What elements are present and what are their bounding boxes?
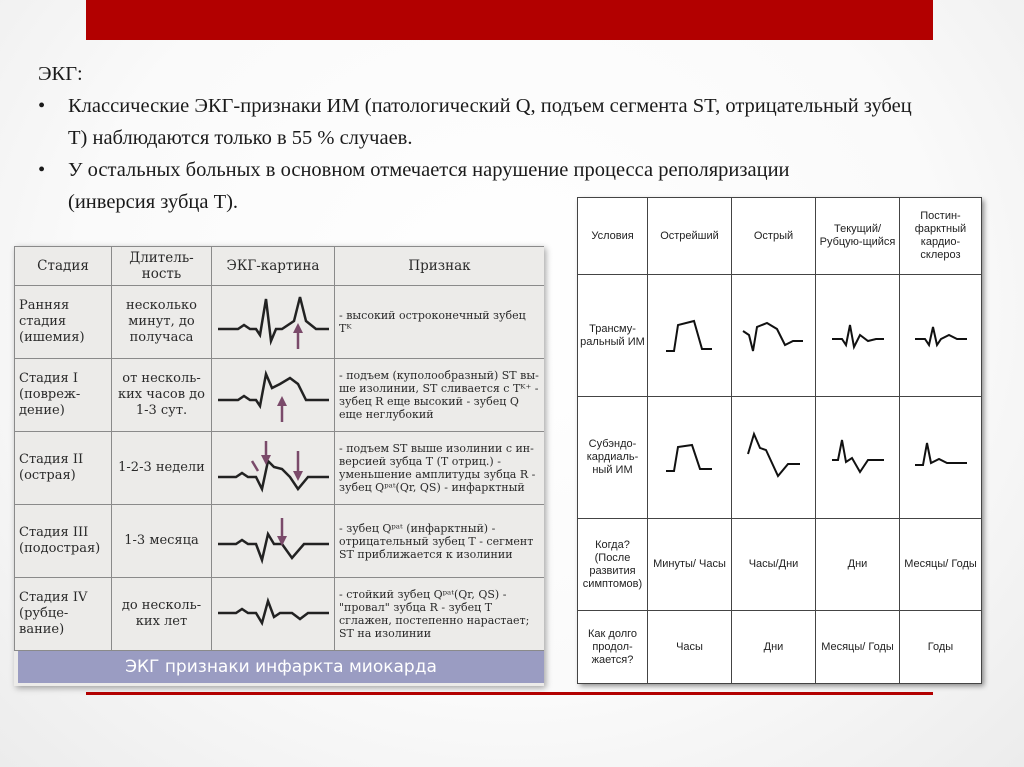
stage-cell: Стадия IV (рубце-вание) [15, 578, 112, 651]
table-row [578, 519, 982, 611]
ecg-cell [816, 275, 900, 397]
slide-text [38, 58, 938, 218]
table-row [578, 275, 982, 397]
table-header-row [578, 198, 982, 275]
row-label: Как долго продол-жается? [578, 611, 648, 684]
table-cell: Часы [648, 611, 732, 684]
bullet-symbol: • [38, 159, 46, 181]
mi-evolution-table [577, 197, 981, 683]
bullet-symbol: • [38, 95, 46, 117]
bullet-text: Классические ЭКГ-признаки ИМ (патологический Q, подъем сегмента ST, отрицательный зубец Т) наблюдаются только в 55 % случаев. [68, 95, 912, 149]
ecg-cell [900, 397, 982, 519]
row-label: Субэндо-кардиаль-ный ИМ [578, 397, 648, 519]
table-row [15, 359, 545, 432]
ecg-transmural-scar [911, 311, 971, 361]
ecg-stages-table [14, 246, 544, 686]
duration-cell: от несколь-ких часов до 1-3 сут. [112, 359, 212, 432]
ecg-cell [732, 397, 816, 519]
ecg-subendo-hyperacute [660, 433, 720, 483]
table-cell: Дни [816, 519, 900, 611]
signs-cell: - стойкий зубец Qᵖᵃᵗ(Qr, QS) - "провал" зубца R - зубец T сглажен, постепенно нарастает; ST на изолинии [335, 578, 545, 651]
signs-cell: - подъем (куполообразный) ST вы-ше изолинии, ST сливается с Tᴷ⁺ - зубец R еще высокий - зубец Q еще неглубокий [335, 359, 545, 432]
ecg-waveform-ischemia [216, 291, 331, 353]
table-cell: Минуты/ Часы [648, 519, 732, 611]
ecg-transmural-acute [739, 311, 809, 361]
ecg-cell [212, 578, 335, 651]
table-row [15, 505, 545, 578]
column-header: Острый [732, 198, 816, 275]
column-header: Постин-фарктный кардио-склероз [900, 198, 982, 275]
slide-heading: ЭКГ: [38, 63, 83, 85]
ecg-subendo-acute [744, 430, 804, 486]
column-header: Текущий/ Рубцую-щийся [816, 198, 900, 275]
ecg-cell [212, 286, 335, 359]
duration-cell: 1-3 месяца [112, 505, 212, 578]
row-label: Трансму-ральный ИМ [578, 275, 648, 397]
ecg-cell [648, 275, 732, 397]
ecg-waveform-scarring [216, 583, 331, 645]
table-cell: Месяцы/ Годы [900, 519, 982, 611]
table-cell: Годы [900, 611, 982, 684]
column-header: Признак [335, 247, 545, 286]
duration-cell: 1-2-3 недели [112, 432, 212, 505]
table-caption: ЭКГ признаки инфаркта миокарда [18, 651, 544, 683]
duration-cell: до несколь-ких лет [112, 578, 212, 651]
table-row [578, 611, 982, 684]
ecg-cell [900, 275, 982, 397]
ecg-subendo-scar [911, 433, 971, 483]
column-header: Условия [578, 198, 648, 275]
ecg-waveform-subacute [216, 510, 331, 572]
column-header: Стадия [15, 247, 112, 286]
table-row [578, 397, 982, 519]
table-row [15, 578, 545, 651]
table-cell: Дни [732, 611, 816, 684]
stage-cell: Стадия II (острая) [15, 432, 112, 505]
column-header: ЭКГ-картина [212, 247, 335, 286]
bottom-accent-line [86, 692, 933, 695]
table-cell: Часы/Дни [732, 519, 816, 611]
ecg-cell [732, 275, 816, 397]
ecg-transmural-healing [828, 311, 888, 361]
table-row [15, 432, 545, 505]
stage-cell: Стадия I (повреж-дение) [15, 359, 112, 432]
table-row [15, 286, 545, 359]
signs-cell: - подъем ST выше изолинии с ин-версией зубца T (T отриц.) - уменьшение амплитуды зубца R - зубец Qᵖᵃᵗ(Qr, QS) - инфарктный [335, 432, 545, 505]
row-label: Когда? (После развития симптомов) [578, 519, 648, 611]
table-header-row [15, 247, 545, 286]
table-cell: Месяцы/ Годы [816, 611, 900, 684]
bullet-item [38, 90, 938, 154]
ecg-subendo-healing [828, 430, 888, 486]
ecg-cell [212, 505, 335, 578]
column-header: Острейший [648, 198, 732, 275]
column-header: Длитель-ность [112, 247, 212, 286]
ecg-cell [816, 397, 900, 519]
signs-cell: - высокий остроконечный зубец Tᴷ [335, 286, 545, 359]
stage-cell: Стадия III (подострая) [15, 505, 112, 578]
ecg-waveform-injury [216, 364, 331, 426]
ecg-waveform-acute [216, 437, 331, 499]
ecg-cell [212, 432, 335, 505]
ecg-transmural-hyperacute [660, 311, 720, 361]
duration-cell: несколько минут, до получаса [112, 286, 212, 359]
ecg-cell [648, 397, 732, 519]
signs-cell: - зубец Qᵖᵃᵗ (инфарктный) - отрицательный зубец T - сегмент ST приближается к изолинии [335, 505, 545, 578]
top-accent-bar [86, 0, 933, 40]
bullet-text: У остальных больных в основном отмечается нарушение процесса реполяризации (инверсия зубца Т). [68, 159, 790, 213]
stage-cell: Ранняя стадия (ишемия) [15, 286, 112, 359]
ecg-cell [212, 359, 335, 432]
